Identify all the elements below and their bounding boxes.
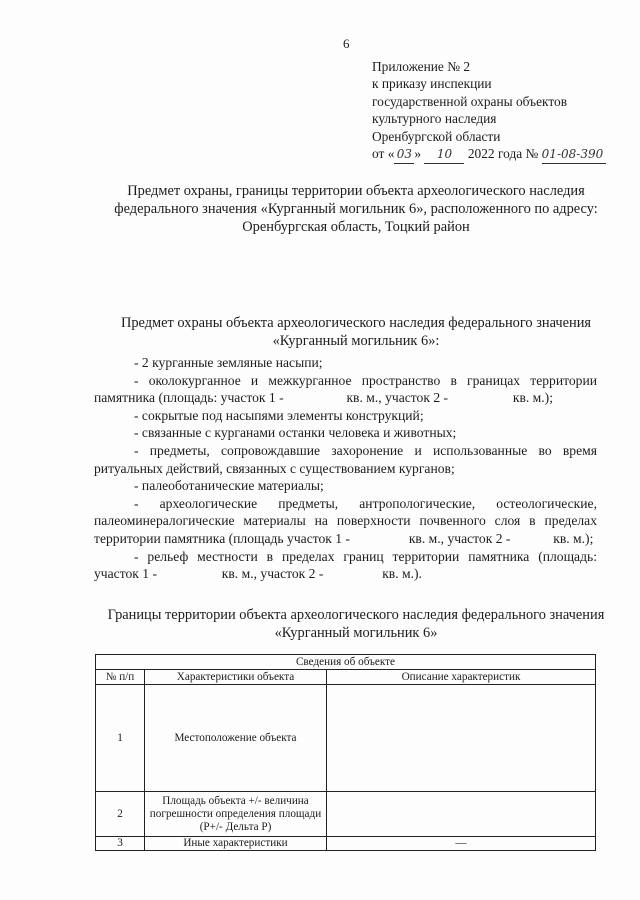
row-description — [327, 685, 596, 792]
appendix-date-line — [372, 145, 606, 164]
document-title: Предмет охраны, границы территории объекта археологического наследия федерального значения «Курганный могильник 6», расположенного по адресу: Оренбургская область, Тоцкий район — [114, 183, 598, 235]
appendix-line: к приказу инспекции — [372, 76, 492, 92]
appendix-line: государственной охраны объектов — [372, 93, 568, 109]
row-description — [327, 792, 596, 837]
boundaries-heading: Границы территории объекта археологического наследия федерального значения «Курганный могильник 6» — [107, 607, 605, 641]
row-number: 3 — [96, 837, 145, 851]
table-row — [96, 837, 596, 851]
row-number: 1 — [96, 685, 145, 792]
list-item: - околокурганное и межкурганное пространство в границах территории памятника (площадь: участок 1 - кв. м., участок 2 - кв. м.); — [94, 372, 597, 406]
protection-subject-list — [94, 354, 597, 583]
date-mid: » — [414, 146, 422, 162]
row-characteristic: Местоположение объекта — [145, 685, 327, 792]
appendix-line: Оренбургской области — [372, 128, 501, 144]
protection-subject-heading: Предмет охраны объекта археологического наследия федерального значения «Курганный могильник 6»: — [120, 315, 592, 349]
table-row — [96, 685, 596, 792]
column-header-number: № п/п — [96, 670, 145, 685]
list-item: - сокрытые под насыпями элементы конструкций; — [134, 407, 424, 423]
row-description: — — [327, 837, 596, 851]
row-number: 2 — [96, 792, 145, 837]
list-item: - 2 курганные земляные насыпи; — [134, 355, 323, 370]
date-year: 2022 года № — [467, 146, 542, 162]
list-item: - предметы, сопровождавшие захоронение и использованные во время ритуальных действий, связанных с существованием курганов; — [94, 442, 597, 476]
list-item: - археологические предметы, антропологические, остеологические, палеоминералогические материалы на поверхности почвенного слоя в пределах территории памятника (площадь участок 1 - кв. м., участок 2 - кв. м.); — [94, 495, 597, 546]
appendix-line: культурного наследия — [372, 111, 497, 127]
appendix-line: Приложение № 2 — [372, 59, 471, 74]
page-number: 6 — [343, 36, 350, 51]
table-row — [96, 792, 596, 837]
list-item: - палеоботанические материалы; — [134, 478, 324, 494]
row-characteristic: Иные характеристики — [145, 837, 327, 851]
column-header-description: Описание характеристик — [327, 670, 596, 685]
row-characteristic: Площадь объекта +/- величина погрешности определения площади (Р+/- Дельта Р) — [145, 792, 327, 837]
list-item: - связанные с курганами останки человека и животных; — [134, 425, 457, 441]
date-month-handwritten: 10 — [424, 146, 464, 164]
date-day-handwritten: 03 — [394, 146, 414, 164]
list-item: - рельеф местности в пределах границ территории памятника (площадь: участок 1 - кв. м., участок 2 - кв. м.). — [94, 548, 597, 582]
object-info-table — [95, 654, 596, 851]
appendix-block — [372, 58, 606, 164]
column-header-characteristic: Характеристики объекта — [145, 670, 327, 685]
date-prefix: от « — [372, 146, 395, 162]
table-caption: Сведения об объекте — [96, 655, 596, 670]
order-number-handwritten: 01-08-390 — [542, 146, 606, 164]
